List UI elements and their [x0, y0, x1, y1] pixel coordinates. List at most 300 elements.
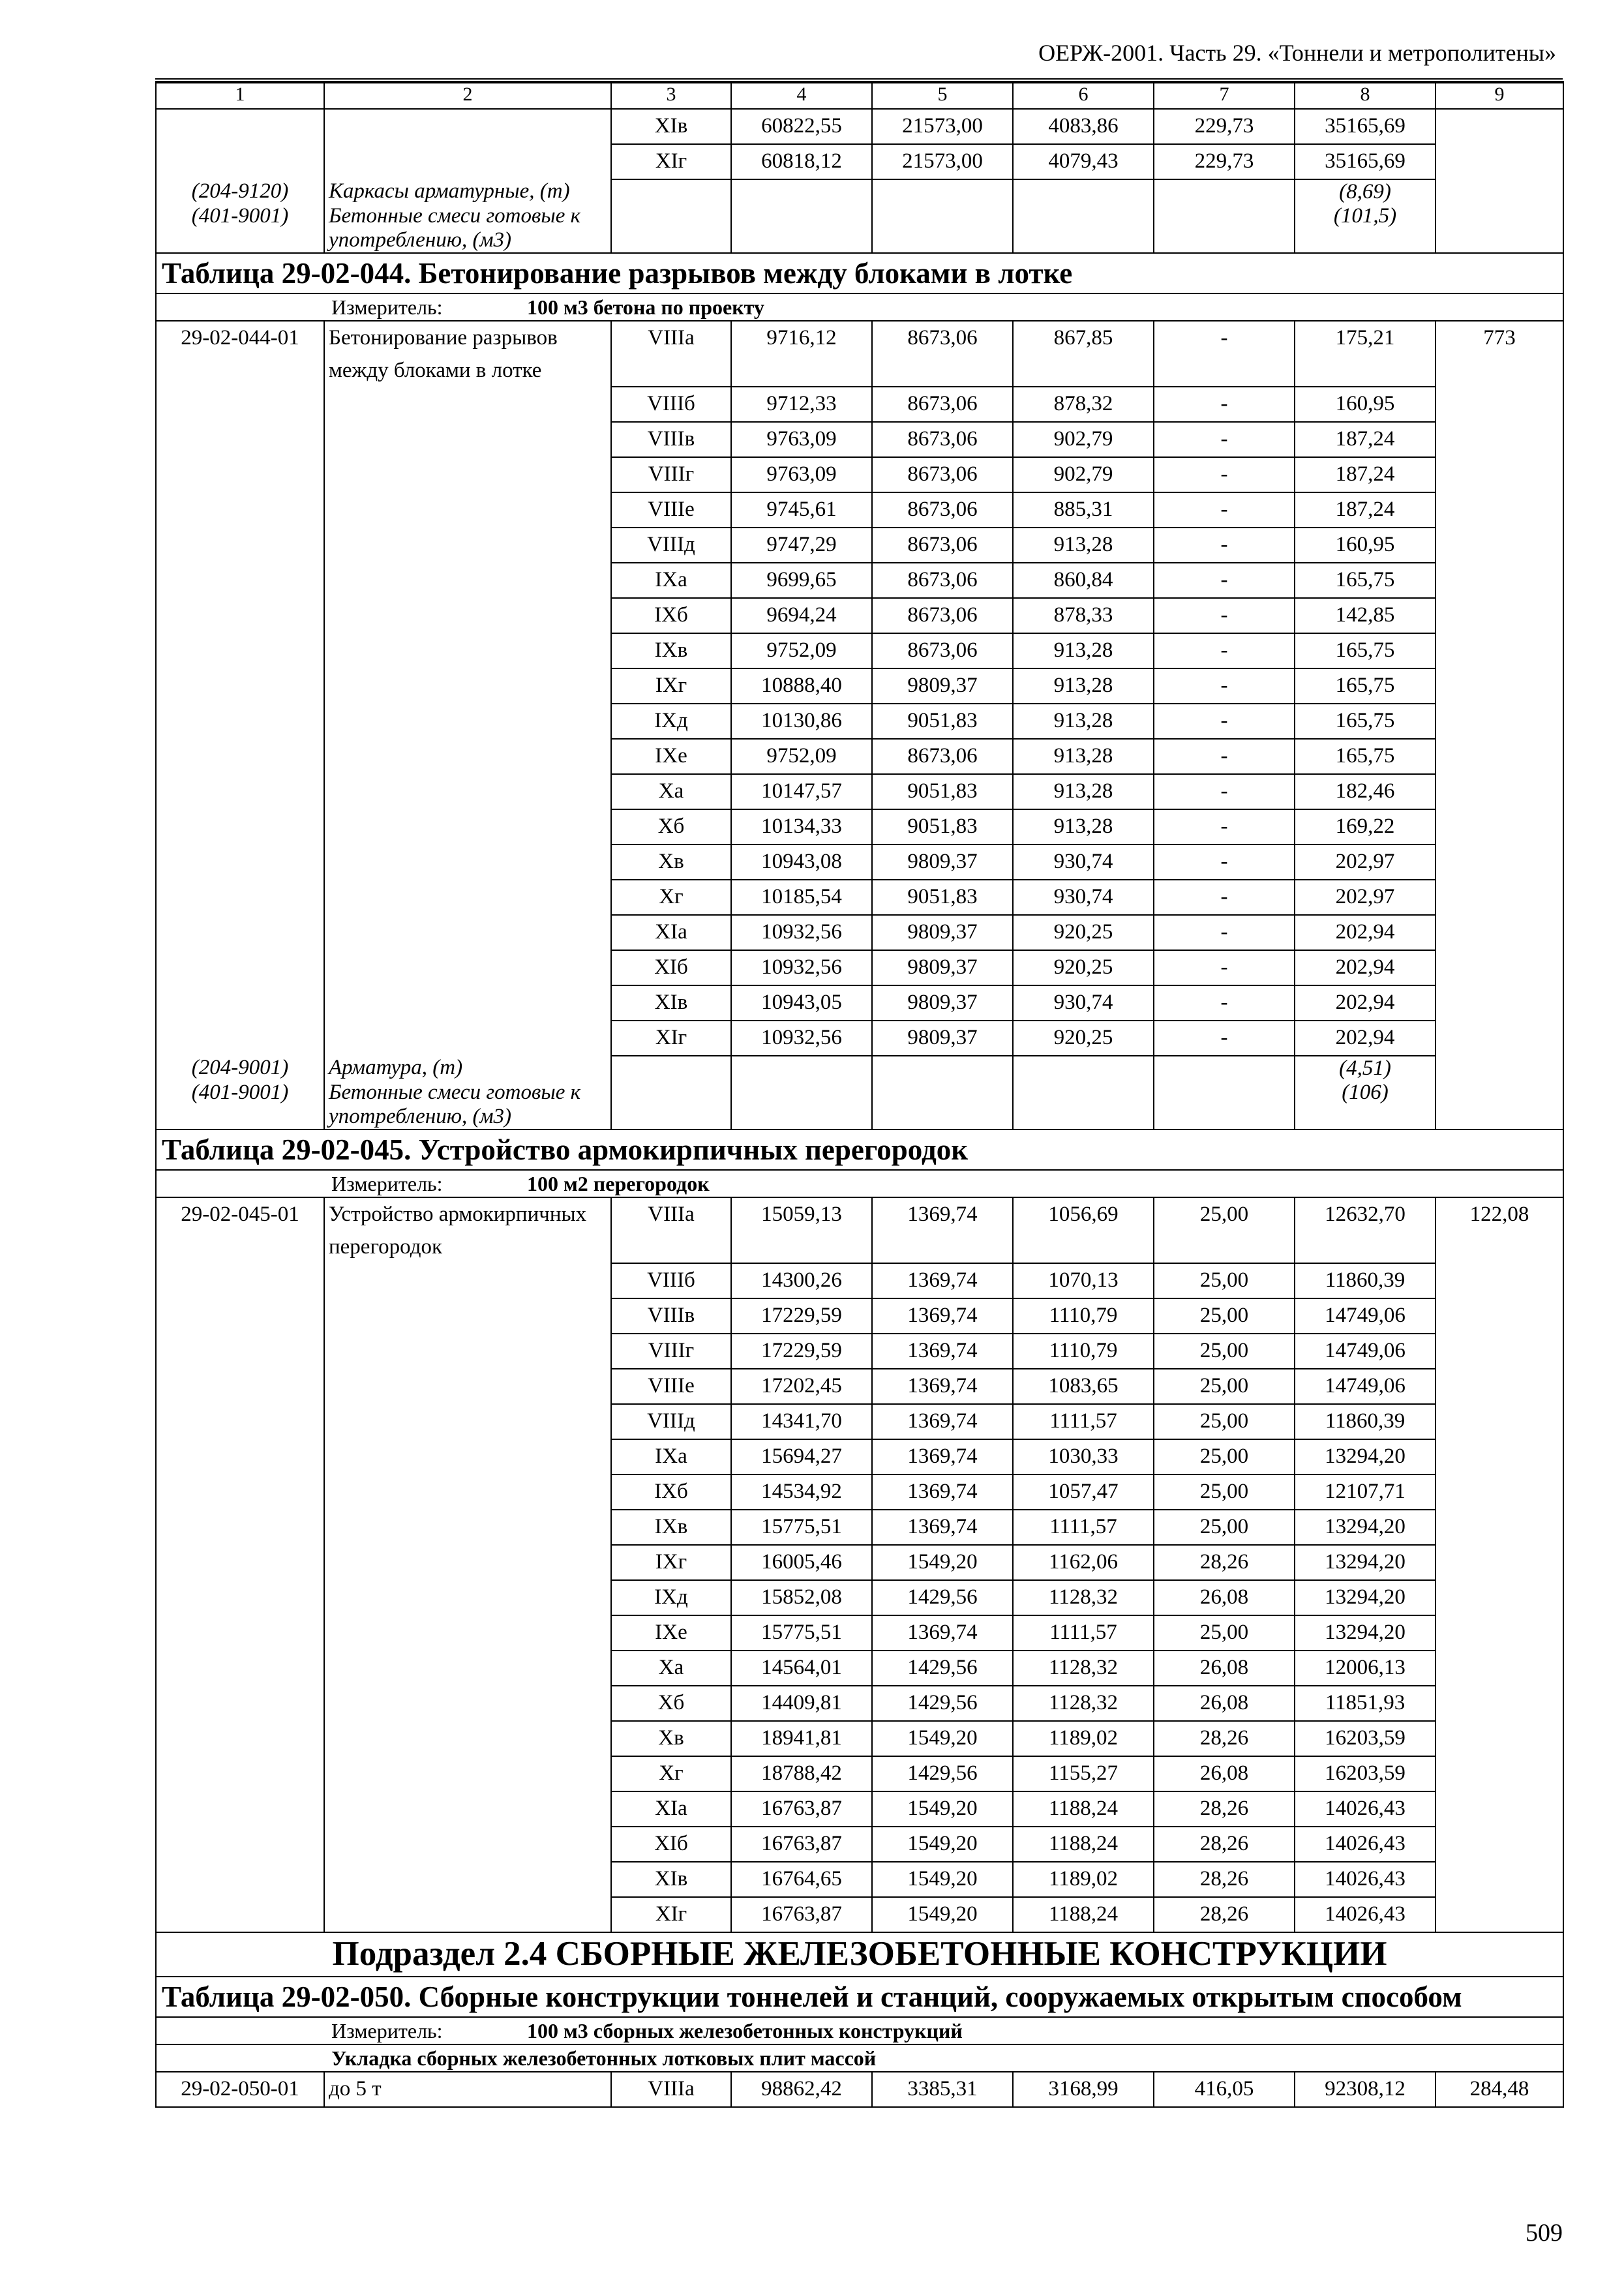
value-cell: 187,24	[1295, 457, 1436, 492]
col9-cell	[1436, 1791, 1563, 1827]
column-number: 5	[872, 82, 1013, 109]
table-title-row	[156, 1977, 1563, 2017]
value-cell: 14026,43	[1295, 1827, 1436, 1862]
value-cell: 28,26	[1154, 1721, 1295, 1756]
value-cell: 1549,20	[872, 1791, 1013, 1827]
value-cell: 10147,57	[731, 774, 872, 809]
code-cell	[156, 1827, 324, 1862]
zone-cell: IXг	[611, 1545, 731, 1580]
value-cell: 17229,59	[731, 1298, 872, 1334]
value-cell: 202,94	[1295, 985, 1436, 1021]
name-cell	[324, 1756, 611, 1791]
table-row	[156, 809, 1563, 845]
name-cell	[324, 1263, 611, 1298]
value-cell: 9716,12	[731, 321, 872, 387]
value-cell: 913,28	[1013, 633, 1154, 668]
value-cell: 284,48	[1436, 2072, 1563, 2107]
unit-value: 100 м2 перегородок	[527, 1172, 710, 1195]
name-cell	[324, 598, 611, 633]
empty-cell	[731, 179, 872, 204]
value-cell: 16764,65	[731, 1862, 872, 1897]
col9-cell	[1436, 1439, 1563, 1474]
value-cell: 878,32	[1013, 387, 1154, 422]
value-cell: 14341,70	[731, 1404, 872, 1439]
value-cell: 12107,71	[1295, 1474, 1436, 1510]
code-cell: 29-02-050-01	[156, 2072, 324, 2107]
zone-cell: XIа	[611, 1791, 731, 1827]
code-cell	[156, 598, 324, 633]
empty-cell	[731, 1056, 872, 1081]
value-cell: 14534,92	[731, 1474, 872, 1510]
zone-cell: VIIIв	[611, 422, 731, 457]
table-row	[156, 1580, 1563, 1615]
value-cell: 1549,20	[872, 1545, 1013, 1580]
value-cell: 202,94	[1295, 1021, 1436, 1056]
empty-cell	[1013, 179, 1154, 204]
value-cell: 16763,87	[731, 1791, 872, 1827]
value-cell: 9747,29	[731, 528, 872, 563]
value-cell: 1111,57	[1013, 1510, 1154, 1545]
zone-cell: IXе	[611, 1615, 731, 1651]
value-cell: 202,97	[1295, 845, 1436, 880]
value-cell: 1110,79	[1013, 1298, 1154, 1334]
value-cell: 15694,27	[731, 1439, 872, 1474]
col9-cell	[1436, 845, 1563, 880]
value-cell: 18788,42	[731, 1756, 872, 1791]
value-cell: 35165,69	[1295, 144, 1436, 179]
value-cell: 21573,00	[872, 109, 1013, 144]
value-cell: 1070,13	[1013, 1263, 1154, 1298]
col9-cell	[1436, 109, 1563, 144]
value-cell: 26,08	[1154, 1686, 1295, 1721]
value-cell: 1369,74	[872, 1510, 1013, 1545]
table-row	[156, 1862, 1563, 1897]
value-cell: 25,00	[1154, 1197, 1295, 1263]
value-cell: -	[1154, 739, 1295, 774]
name-cell	[324, 1897, 611, 1932]
value-cell: 1549,20	[872, 1721, 1013, 1756]
material-row	[156, 179, 1563, 204]
name-cell	[324, 457, 611, 492]
value-cell: -	[1154, 387, 1295, 422]
value-cell: 8673,06	[872, 387, 1013, 422]
column-number: 7	[1154, 82, 1295, 109]
value-cell: 13294,20	[1295, 1580, 1436, 1615]
table-row	[156, 1615, 1563, 1651]
value-cell: 25,00	[1154, 1615, 1295, 1651]
code-cell	[156, 1580, 324, 1615]
zone-cell: VIIIе	[611, 1369, 731, 1404]
table-row	[156, 985, 1563, 1021]
value-cell: 60818,12	[731, 144, 872, 179]
col9-cell	[1436, 1298, 1563, 1334]
material-name: Бетонные смеси готовые к употреблению, (м3)	[324, 204, 611, 253]
code-cell	[156, 457, 324, 492]
zone-cell: VIIIб	[611, 387, 731, 422]
value-cell: 15852,08	[731, 1580, 872, 1615]
value-cell: 16203,59	[1295, 1721, 1436, 1756]
page-header	[155, 38, 1563, 80]
empty-cell	[872, 1081, 1013, 1130]
name-cell	[324, 1721, 611, 1756]
value-cell: 8673,06	[872, 563, 1013, 598]
col9-cell	[1436, 1615, 1563, 1651]
name-cell	[324, 668, 611, 704]
table-row	[156, 598, 1563, 633]
zone-cell: VIIIа	[611, 2072, 731, 2107]
value-cell: 202,97	[1295, 880, 1436, 915]
value-cell: 9809,37	[872, 915, 1013, 950]
zone-cell: XIг	[611, 1897, 731, 1932]
table-row	[156, 1651, 1563, 1686]
value-cell: 1369,74	[872, 1474, 1013, 1510]
value-cell: 930,74	[1013, 985, 1154, 1021]
code-cell	[156, 1862, 324, 1897]
material-qty: (106)	[1295, 1081, 1436, 1130]
code-cell	[156, 845, 324, 880]
value-cell: 25,00	[1154, 1510, 1295, 1545]
value-cell: 9752,09	[731, 739, 872, 774]
value-cell: 8673,06	[872, 422, 1013, 457]
value-cell: 10185,54	[731, 880, 872, 915]
name-cell	[324, 704, 611, 739]
zone-cell: VIIIд	[611, 528, 731, 563]
col9-cell	[1436, 1827, 1563, 1862]
value-cell: -	[1154, 598, 1295, 633]
name-cell	[324, 845, 611, 880]
value-cell: 25,00	[1154, 1298, 1295, 1334]
material-row	[156, 204, 1563, 253]
col9-cell	[1436, 1580, 1563, 1615]
col9-cell	[1436, 739, 1563, 774]
table-row	[156, 528, 1563, 563]
value-cell: -	[1154, 668, 1295, 704]
unit-value: 100 м3 сборных железобетонных конструкций	[527, 2019, 963, 2042]
value-cell: 913,28	[1013, 668, 1154, 704]
table-row	[156, 492, 1563, 528]
value-cell: 10943,05	[731, 985, 872, 1021]
col9-cell	[1436, 1721, 1563, 1756]
name-cell	[324, 1334, 611, 1369]
table-row	[156, 633, 1563, 668]
code-cell: 29-02-044-01	[156, 321, 324, 387]
value-cell: 169,22	[1295, 809, 1436, 845]
value-cell: 25,00	[1154, 1474, 1295, 1510]
name-cell	[324, 1686, 611, 1721]
name-cell	[324, 387, 611, 422]
zone-cell: IXа	[611, 1439, 731, 1474]
zone-cell: VIIIа	[611, 1197, 731, 1263]
table-row	[156, 1334, 1563, 1369]
table-row	[156, 109, 1563, 144]
material-code: (401-9001)	[156, 1081, 324, 1130]
value-cell: 92308,12	[1295, 2072, 1436, 2107]
table-row	[156, 1474, 1563, 1510]
value-cell: 1110,79	[1013, 1334, 1154, 1369]
code-cell	[156, 985, 324, 1021]
column-number: 1	[156, 82, 324, 109]
value-cell: 25,00	[1154, 1334, 1295, 1369]
value-cell: 9763,09	[731, 457, 872, 492]
table-row	[156, 1545, 1563, 1580]
table-row	[156, 880, 1563, 915]
table-title-row	[156, 253, 1563, 293]
table-title: Таблица 29-02-050. Сборные конструкции тоннелей и станций, сооружаемых открытым способом	[156, 1977, 1563, 2017]
name-cell	[324, 633, 611, 668]
value-cell: 8673,06	[872, 492, 1013, 528]
group-cell	[156, 2044, 1563, 2072]
value-cell: 12632,70	[1295, 1197, 1436, 1263]
table-row	[156, 1756, 1563, 1791]
table-row	[156, 668, 1563, 704]
value-cell: 165,75	[1295, 563, 1436, 598]
value-cell: 15775,51	[731, 1510, 872, 1545]
value-cell: 14749,06	[1295, 1334, 1436, 1369]
col9-cell	[1436, 880, 1563, 915]
value-cell: 229,73	[1154, 144, 1295, 179]
name-cell	[324, 1510, 611, 1545]
column-number: 2	[324, 82, 611, 109]
column-number: 9	[1436, 82, 1563, 109]
code-cell	[156, 1545, 324, 1580]
col9-cell	[1436, 1897, 1563, 1932]
empty-cell	[611, 1081, 731, 1130]
code-cell	[156, 1615, 324, 1651]
value-cell: 13294,20	[1295, 1615, 1436, 1651]
zone-cell: IXе	[611, 739, 731, 774]
value-cell: 12006,13	[1295, 1651, 1436, 1686]
zone-cell: Xа	[611, 1651, 731, 1686]
column-number: 4	[731, 82, 872, 109]
value-cell: 1162,06	[1013, 1545, 1154, 1580]
zone-cell: XIб	[611, 1827, 731, 1862]
name-cell	[324, 1615, 611, 1651]
code-cell	[156, 1021, 324, 1056]
value-cell: 1369,74	[872, 1298, 1013, 1334]
col9-cell	[1436, 633, 1563, 668]
value-cell: -	[1154, 1021, 1295, 1056]
value-cell: -	[1154, 845, 1295, 880]
col9-cell	[1436, 528, 1563, 563]
value-cell: 920,25	[1013, 1021, 1154, 1056]
col9-cell	[1436, 774, 1563, 809]
table-row	[156, 774, 1563, 809]
value-cell: 9051,83	[872, 880, 1013, 915]
value-cell: -	[1154, 528, 1295, 563]
value-cell: 10932,56	[731, 950, 872, 985]
zone-cell: XIв	[611, 109, 731, 144]
value-cell: 16203,59	[1295, 1756, 1436, 1791]
value-cell: 1188,24	[1013, 1827, 1154, 1862]
table-row	[156, 422, 1563, 457]
col9-cell	[1436, 492, 1563, 528]
code-cell	[156, 563, 324, 598]
col9-cell	[1436, 1756, 1563, 1791]
subsection-row	[156, 1932, 1563, 1977]
empty-cell	[1154, 1081, 1295, 1130]
value-cell: 165,75	[1295, 739, 1436, 774]
value-cell: 902,79	[1013, 457, 1154, 492]
zone-cell: IXб	[611, 598, 731, 633]
zone-cell: XIв	[611, 985, 731, 1021]
value-cell: 920,25	[1013, 915, 1154, 950]
value-cell: 8673,06	[872, 528, 1013, 563]
value-cell: 1369,74	[872, 1263, 1013, 1298]
value-cell: 1030,33	[1013, 1439, 1154, 1474]
value-cell: 913,28	[1013, 528, 1154, 563]
code-cell	[156, 1897, 324, 1932]
name-cell	[324, 1545, 611, 1580]
col9-cell	[1436, 1263, 1563, 1298]
material-code: (204-9120)	[156, 179, 324, 204]
col9-cell	[1436, 179, 1563, 204]
material-row	[156, 1081, 1563, 1130]
empty-cell	[731, 1081, 872, 1130]
value-cell: 416,05	[1154, 2072, 1295, 2107]
value-cell: 1188,24	[1013, 1897, 1154, 1932]
empty-cell	[1013, 1081, 1154, 1130]
unit-cell	[156, 2017, 1563, 2044]
col9-cell	[1436, 1334, 1563, 1369]
name-cell	[324, 144, 611, 179]
table-row	[156, 1721, 1563, 1756]
zone-cell: VIIIа	[611, 321, 731, 387]
value-cell: 9051,83	[872, 774, 1013, 809]
value-cell: 913,28	[1013, 809, 1154, 845]
unit-value: 100 м3 бетона по проекту	[527, 295, 764, 319]
value-cell: 1549,20	[872, 1827, 1013, 1862]
value-cell: 10130,86	[731, 704, 872, 739]
value-cell: 1369,74	[872, 1404, 1013, 1439]
name-cell	[324, 1474, 611, 1510]
value-cell: 28,26	[1154, 1545, 1295, 1580]
code-cell	[156, 1686, 324, 1721]
table-title: Таблица 29-02-045. Устройство армокирпичных перегородок	[156, 1130, 1563, 1170]
unit-label: Измеритель:	[331, 295, 443, 319]
table-title-row	[156, 1130, 1563, 1170]
value-cell: 14026,43	[1295, 1897, 1436, 1932]
zone-cell: Xг	[611, 1756, 731, 1791]
value-cell: 913,28	[1013, 739, 1154, 774]
col9-cell	[1436, 1021, 1563, 1056]
name-cell	[324, 492, 611, 528]
value-cell: 16763,87	[731, 1897, 872, 1932]
value-cell: 28,26	[1154, 1827, 1295, 1862]
zone-cell: VIIIв	[611, 1298, 731, 1334]
value-cell: 11860,39	[1295, 1404, 1436, 1439]
value-cell: 1429,56	[872, 1651, 1013, 1686]
value-cell: -	[1154, 809, 1295, 845]
table-row	[156, 739, 1563, 774]
material-row	[156, 1056, 1563, 1081]
code-cell	[156, 1474, 324, 1510]
zone-cell: Xг	[611, 880, 731, 915]
material-code: (204-9001)	[156, 1056, 324, 1081]
header-title: ОЕРЖ-2001. Часть 29. «Тоннели и метрополитены»	[1038, 40, 1556, 66]
zone-cell: IXв	[611, 633, 731, 668]
col9-cell	[1436, 1369, 1563, 1404]
column-numbers-row	[156, 82, 1563, 109]
value-cell: 28,26	[1154, 1791, 1295, 1827]
value-cell: -	[1154, 880, 1295, 915]
value-cell: 1549,20	[872, 1862, 1013, 1897]
value-cell: 10932,56	[731, 915, 872, 950]
empty-cell	[872, 1056, 1013, 1081]
zone-cell: Xб	[611, 809, 731, 845]
zone-cell: XIа	[611, 915, 731, 950]
name-cell	[324, 1404, 611, 1439]
value-cell: 13294,20	[1295, 1510, 1436, 1545]
value-cell: 1549,20	[872, 1897, 1013, 1932]
name-cell	[324, 1580, 611, 1615]
name-cell	[324, 739, 611, 774]
value-cell: 160,95	[1295, 528, 1436, 563]
code-cell	[156, 1721, 324, 1756]
unit-label: Измеритель:	[331, 1172, 443, 1195]
material-qty: (8,69)	[1295, 179, 1436, 204]
value-cell: 16005,46	[731, 1545, 872, 1580]
name-cell	[324, 1298, 611, 1334]
page-number: 509	[1526, 2219, 1563, 2247]
value-cell: 1111,57	[1013, 1615, 1154, 1651]
code-cell	[156, 633, 324, 668]
zone-cell: IXв	[611, 1510, 731, 1545]
code-cell	[156, 492, 324, 528]
material-name: Арматура, (т)	[324, 1056, 611, 1081]
col9-cell	[1436, 204, 1563, 253]
col9-cell	[1436, 457, 1563, 492]
zone-cell: IXд	[611, 704, 731, 739]
name-cell	[324, 985, 611, 1021]
value-cell: 26,08	[1154, 1756, 1295, 1791]
value-cell: 187,24	[1295, 422, 1436, 457]
col9-cell	[1436, 598, 1563, 633]
value-cell: 10134,33	[731, 809, 872, 845]
zone-cell: VIIIг	[611, 1334, 731, 1369]
name-cell: Устройство армокирпичных перегородок	[324, 1197, 611, 1263]
col9-cell	[1436, 422, 1563, 457]
name-cell: Бетонирование разрывов между блоками в лотке	[324, 321, 611, 387]
zone-cell: Xв	[611, 845, 731, 880]
value-cell: 1189,02	[1013, 1721, 1154, 1756]
value-cell: 9809,37	[872, 845, 1013, 880]
unit-row	[156, 293, 1563, 321]
code-cell	[156, 1263, 324, 1298]
name-cell	[324, 1827, 611, 1862]
value-cell: 182,46	[1295, 774, 1436, 809]
value-cell: -	[1154, 563, 1295, 598]
zone-cell: IXд	[611, 1580, 731, 1615]
value-cell: 11851,93	[1295, 1686, 1436, 1721]
col9-cell	[1436, 1686, 1563, 1721]
col9-cell	[1436, 985, 1563, 1021]
value-cell: 1189,02	[1013, 1862, 1154, 1897]
value-cell: 8673,06	[872, 321, 1013, 387]
name-cell	[324, 880, 611, 915]
value-cell: 913,28	[1013, 774, 1154, 809]
zone-cell: IXб	[611, 1474, 731, 1510]
code-cell	[156, 668, 324, 704]
value-cell: 1057,47	[1013, 1474, 1154, 1510]
value-cell: 1369,74	[872, 1615, 1013, 1651]
col9-cell	[1436, 1651, 1563, 1686]
value-cell: 867,85	[1013, 321, 1154, 387]
value-cell: -	[1154, 457, 1295, 492]
value-cell: 14564,01	[731, 1651, 872, 1686]
zone-cell: Xв	[611, 1721, 731, 1756]
value-cell: 202,94	[1295, 950, 1436, 985]
value-cell: 9694,24	[731, 598, 872, 633]
